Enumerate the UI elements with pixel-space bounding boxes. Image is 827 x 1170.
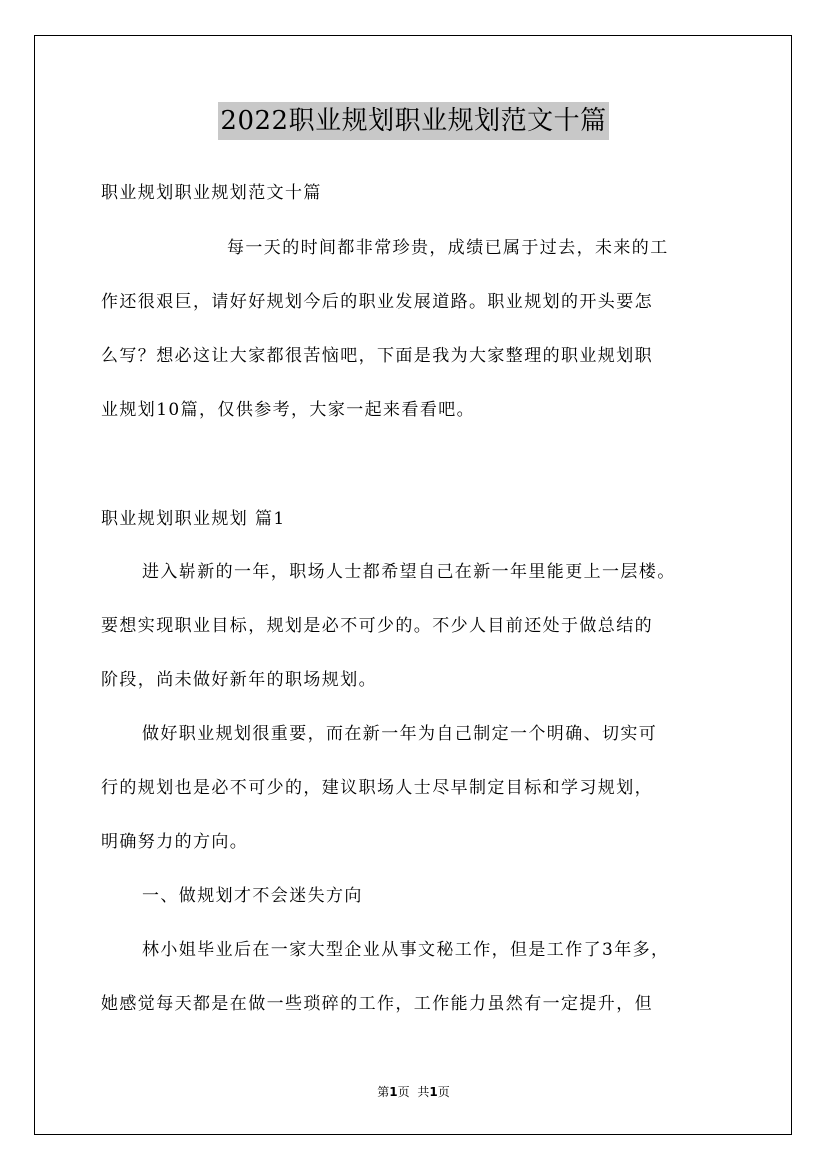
footer-total-pages: 1 [429, 1085, 438, 1099]
body-line-8: 林小姐毕业后在一家大型企业从事文秘工作，但是工作了3年多， [142, 940, 670, 960]
title-container [0, 102, 827, 140]
body-line-6: 明确努力的方向。 [101, 832, 249, 852]
document-title: 2022职业规划职业规划范文十篇 [218, 102, 608, 140]
intro-line-3: 么写？想必这让大家都很苦恼吧，下面是我为大家整理的职业规划职 [101, 346, 653, 366]
intro-line-2: 作还很艰巨，请好好规划今后的职业发展道路。职业规划的开头要怎 [101, 292, 653, 312]
body-line-7: 一、做规划才不会迷失方向 [142, 886, 363, 906]
body-line-9: 她感觉每天都是在做一些琐碎的工作，工作能力虽然有一定提升，但 [101, 994, 653, 1014]
footer-page-number: 1 [389, 1085, 398, 1099]
footer-page-suffix: 页 [397, 1085, 410, 1099]
document-subtitle: 职业规划职业规划范文十篇 [101, 183, 322, 203]
intro-line-1: 每一天的时间都非常珍贵，成绩已属于过去，未来的工 [227, 238, 669, 258]
page-footer [0, 1083, 827, 1101]
body-line-3: 阶段，尚未做好新年的职场规划。 [101, 670, 377, 690]
footer-prefix: 第 [377, 1085, 390, 1099]
body-line-1: 进入崭新的一年，职场人士都希望自己在新一年里能更上一层楼。 [142, 562, 676, 582]
body-line-2: 要想实现职业目标，规划是必不可少的。不少人目前还处于做总结的 [101, 616, 653, 636]
intro-line-4: 业规划10篇，仅供参考，大家一起来看看吧。 [101, 400, 476, 420]
footer-total-prefix: 共 [417, 1085, 430, 1099]
body-line-5: 行的规划也是必不可少的，建议职场人士尽早制定目标和学习规划， [101, 778, 653, 798]
body-line-4: 做好职业规划很重要，而在新一年为自己制定一个明确、切实可 [142, 724, 658, 744]
footer-total-suffix: 页 [437, 1085, 450, 1099]
section-heading: 职业规划职业规划 篇1 [101, 509, 286, 529]
